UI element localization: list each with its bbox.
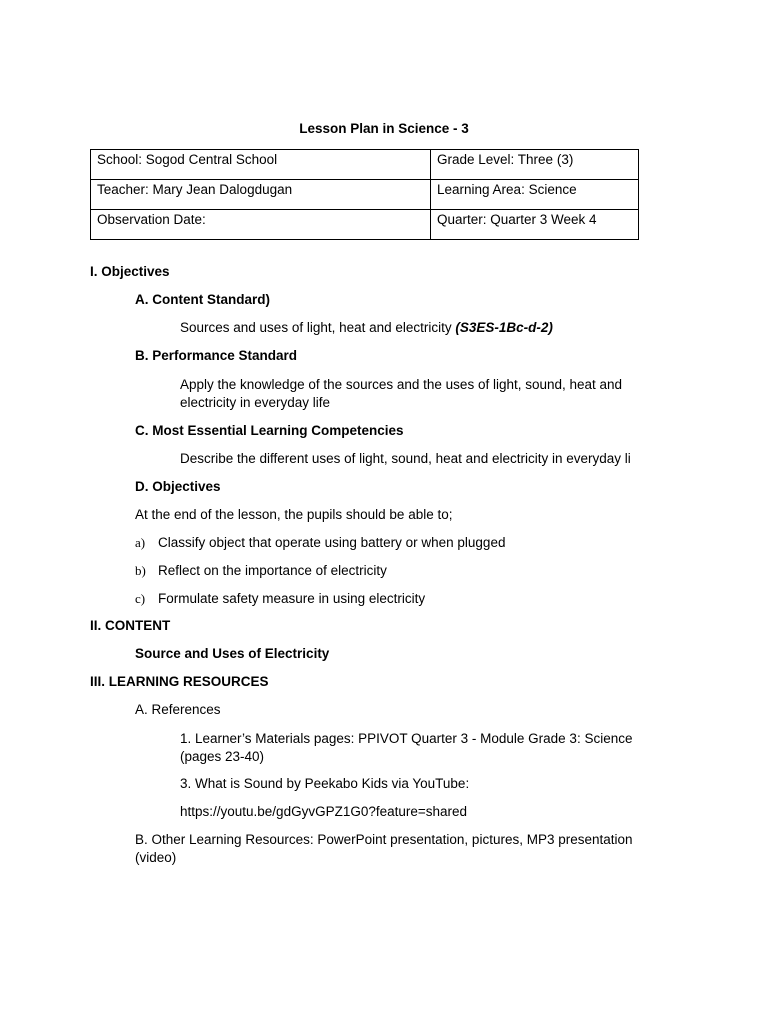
content-standard-text bbox=[180, 319, 553, 337]
info-table bbox=[90, 149, 639, 240]
list-item-text: Reflect on the importance of electricity bbox=[158, 563, 387, 578]
list-item bbox=[135, 590, 425, 608]
teacher-cell: Teacher: Mary Jean Dalogdugan bbox=[91, 180, 431, 210]
objectives-heading: I. Objectives bbox=[90, 264, 170, 279]
list-item-text: Formulate safety measure in using electricity bbox=[158, 591, 426, 606]
reference-url: https://youtu.be/gdGyvGPZ1G0?feature=shared bbox=[180, 804, 468, 819]
performance-standard-text: Apply the knowledge of the sources and the uses of light, sound, heat and electricity in everyday life bbox=[180, 377, 623, 410]
other-resources: B. Other Learning Resources: PowerPoint presentation, pictures, MP3 presentation (video) bbox=[135, 832, 633, 865]
melc-text: Describe the different uses of light, sound, heat and electricity in everyday li bbox=[180, 451, 631, 466]
quarter-cell: Quarter: Quarter 3 Week 4 bbox=[431, 210, 639, 240]
content-standard-code: (S3ES-1Bc-d-2) bbox=[455, 320, 553, 335]
list-item-text: Classify object that operate using battery or when plugged bbox=[158, 535, 506, 550]
reference-3: 3. What is Sound by Peekabo Kids via YouTube: bbox=[180, 776, 470, 791]
list-marker: b) bbox=[135, 563, 146, 578]
school-cell: School: Sogod Central School bbox=[91, 150, 431, 180]
page-title: Lesson Plan in Science - 3 bbox=[299, 121, 469, 136]
list-marker: a) bbox=[135, 535, 146, 550]
melc-heading: C. Most Essential Learning Competencies bbox=[135, 423, 404, 438]
learning-area-cell: Learning Area: Science bbox=[431, 180, 639, 210]
list-item bbox=[135, 534, 505, 552]
objectives-sub-heading: D. Objectives bbox=[135, 479, 221, 494]
table-row bbox=[91, 150, 639, 180]
grade-level-cell: Grade Level: Three (3) bbox=[431, 150, 639, 180]
resources-heading: III. LEARNING RESOURCES bbox=[90, 674, 269, 689]
content-standard-description: Sources and uses of light, heat and electricity bbox=[180, 320, 456, 335]
content-heading: II. CONTENT bbox=[90, 618, 171, 633]
list-marker: c) bbox=[135, 591, 146, 606]
reference-1: 1. Learner’s Materials pages: PPIVOT Quarter 3 - Module Grade 3: Science (pages 23-40) bbox=[180, 731, 633, 764]
observation-date-cell: Observation Date: bbox=[91, 210, 431, 240]
references-heading: A. References bbox=[135, 702, 221, 717]
objectives-intro: At the end of the lesson, the pupils should be able to; bbox=[135, 507, 453, 522]
performance-standard-heading: B. Performance Standard bbox=[135, 348, 298, 363]
table-row bbox=[91, 180, 639, 210]
content-standard-heading: A. Content Standard) bbox=[135, 292, 270, 307]
content-topic: Source and Uses of Electricity bbox=[135, 646, 330, 661]
table-row bbox=[91, 210, 639, 240]
list-item bbox=[135, 562, 387, 580]
